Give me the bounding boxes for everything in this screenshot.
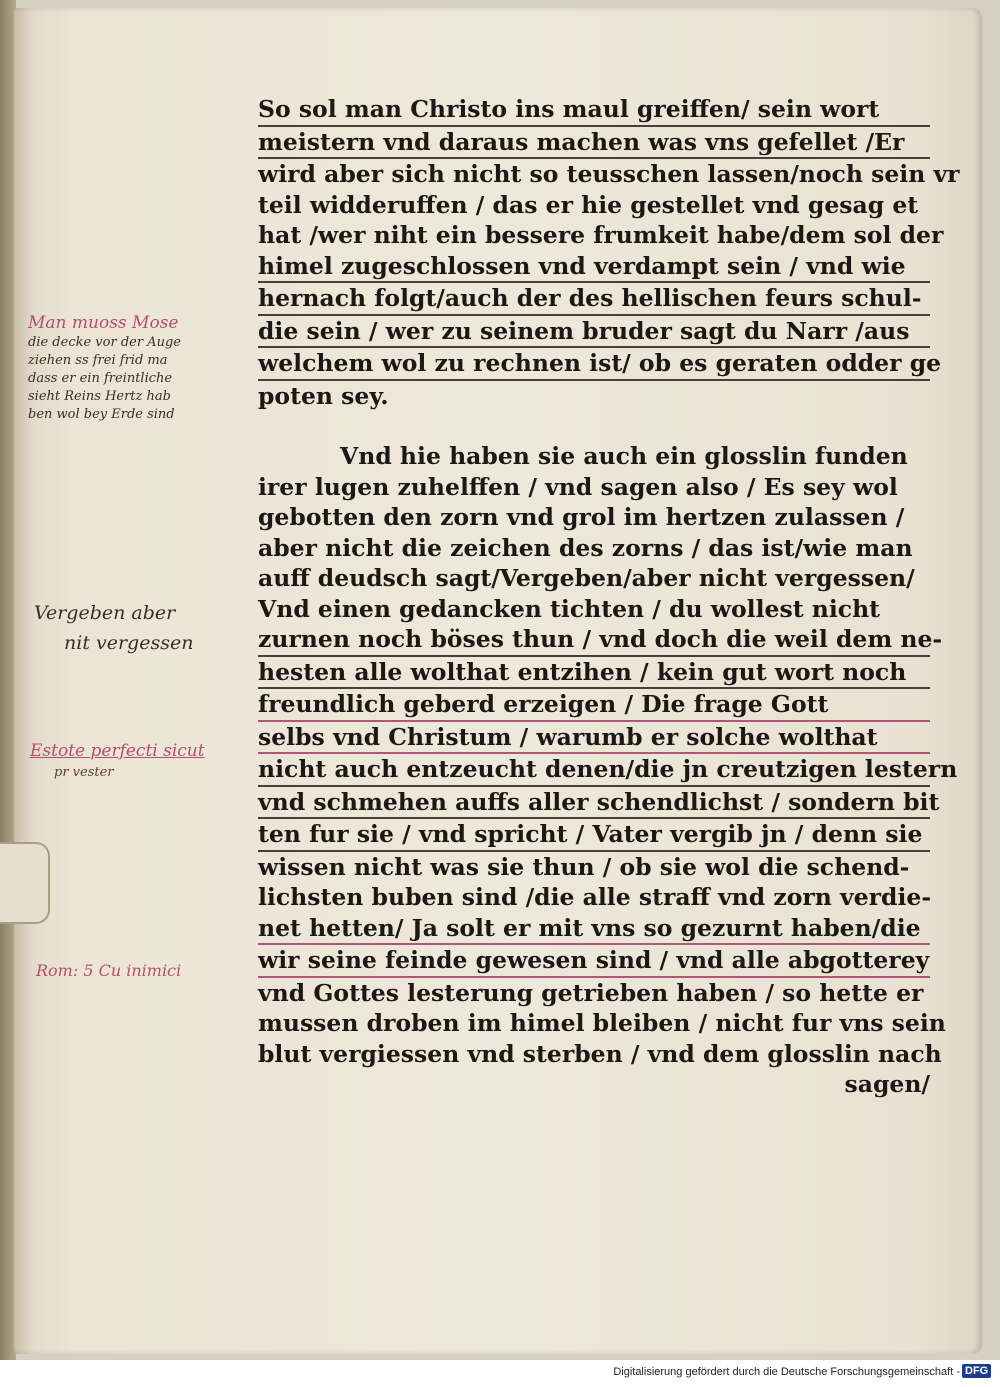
digitization-credit: Digitalisierung gefördert durch die Deutsche Forschungsgemeinschaft -: [613, 1366, 960, 1378]
margin-note-line: sieht Reins Hertz hab: [28, 389, 171, 404]
paragraph-2: [258, 441, 958, 1100]
text-line: lichsten buben sind /die alle straff vnd zorn verdie-: [258, 883, 932, 911]
margin-note-line: Estote perfecti sicut: [30, 741, 205, 761]
text-line: hesten alle wolthat entzihen / kein gut wort noch: [258, 657, 930, 690]
margin-note-moses: [28, 312, 181, 424]
dfg-logo: DFG: [962, 1364, 991, 1378]
text-line: aber nicht die zeichen des zorns / das ist/wie man: [258, 533, 913, 562]
text-line: selbs vnd Christum / warumb er solche wolthat: [258, 722, 930, 755]
text-line: wir seine feinde gewesen sind / vnd alle abgotterey: [258, 945, 930, 978]
margin-note-romans: [36, 962, 181, 980]
margin-note-line: die decke vor der Auge: [28, 335, 181, 350]
text-line: nicht auch entzeucht denen/die jn creutzigen lestern: [258, 754, 930, 787]
margin-note-line: Man muoss Mose: [28, 313, 179, 333]
text-line: die sein / wer zu seinem bruder sagt du Narr /aus: [258, 316, 930, 349]
margin-note-line: nit vergessen: [64, 632, 194, 654]
text-line: auff deudsch sagt/Vergeben/aber nicht vergessen/: [258, 564, 915, 592]
margin-note-vergeben: [34, 598, 193, 658]
text-line: welchem wol zu rechnen ist/ ob es geraten odder ge: [258, 348, 930, 381]
text-line: zurnen noch böses thun / vnd doch die weil dem ne-: [258, 624, 930, 657]
margin-note-line: ziehen ss frei frid ma: [28, 353, 168, 368]
text-line: hernach folgt/auch der des hellischen feurs schul-: [258, 283, 930, 316]
margin-note-line: Vergeben aber: [34, 602, 176, 624]
text-line: vnd Gottes lesterung getrieben haben / so hette er: [258, 978, 924, 1007]
text-line: himel zugeschlossen vnd verdampt sein / vnd wie: [258, 251, 930, 284]
page-body-text: [258, 94, 960, 1100]
text-line: wissen nicht was sie thun / ob sie wol die schend-: [258, 852, 910, 881]
text-line: Vnd einen gedancken tichten / du wollest nicht: [258, 594, 881, 623]
text-line: teil widderuffen / das er hie gestellet vnd gesag et: [258, 190, 919, 219]
text-line: meistern vnd daraus machen was vns gefellet /Er: [258, 127, 930, 160]
margin-note-line: Rom: 5 Cu inimici: [36, 961, 182, 980]
margin-note-line: pr vester: [54, 765, 114, 780]
text-line: So sol man Christo ins maul greiffen/ sein wort: [258, 94, 930, 127]
paragraph-1: [258, 94, 960, 411]
text-line: freundlich geberd erzeigen / Die frage Gott: [258, 689, 930, 722]
text-line: mussen droben im himel bleiben / nicht fur vns sein: [258, 1009, 946, 1037]
text-line: poten sey.: [258, 381, 389, 410]
text-line: wird aber sich nicht so teusschen lassen/noch sein vr: [258, 160, 960, 188]
catchword: sagen/: [844, 1070, 930, 1098]
text-line: net hetten/ Ja solt er mit vns so gezurnt haben/die: [258, 913, 930, 946]
margin-note-line: dass er ein freintliche: [28, 371, 173, 386]
text-line: gebotten den zorn vnd grol im hertzen zulassen /: [258, 503, 905, 531]
margin-note-estote: [30, 740, 205, 784]
margin-note-line: ben wol bey Erde sind: [28, 407, 175, 422]
text-line: vnd schmehen auffs aller schendlichst / sondern bit: [258, 787, 930, 820]
text-line: blut vergiessen vnd sterben / vnd dem glosslin nach: [258, 1039, 942, 1068]
text-line: ten fur sie / vnd spricht / Vater vergib jn / denn sie: [258, 819, 930, 852]
text-line: irer lugen zuhelffen / vnd sagen also / Es sey wol: [258, 472, 898, 501]
page-clip: [0, 842, 50, 924]
text-line: Vnd hie haben sie auch ein glosslin funden: [340, 442, 908, 470]
text-line: hat /wer niht ein bessere frumkeit habe/dem sol der: [258, 221, 944, 249]
